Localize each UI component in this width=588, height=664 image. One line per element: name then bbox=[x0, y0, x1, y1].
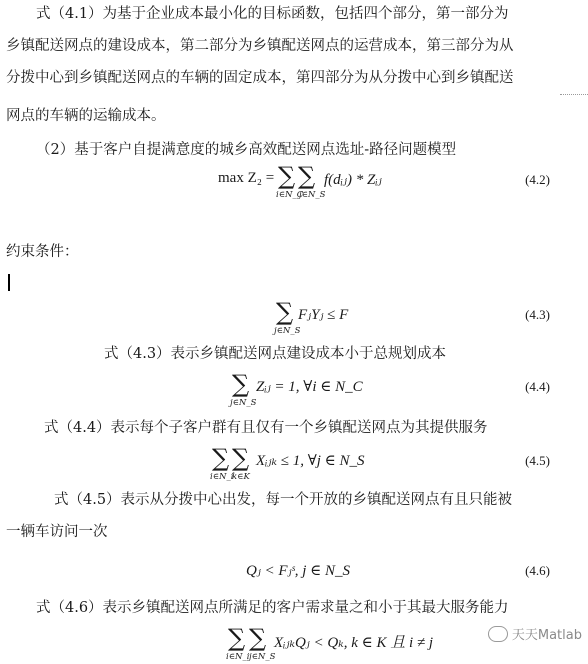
paragraph-line: 乡镇配送网点的建设成本，第二部分为乡镇配送网点的运营成本，第三部分为从 bbox=[6, 38, 514, 54]
page-margin-mark bbox=[560, 94, 588, 95]
equation-number: (4.6) bbox=[525, 563, 550, 578]
equation-subscript: k∈K bbox=[232, 472, 250, 482]
equation-number: (4.2) bbox=[525, 172, 550, 187]
equation-subscript: j∈N_S bbox=[230, 398, 257, 408]
equation-number: (4.5) bbox=[525, 453, 550, 468]
equation-subscript: j∈N_S bbox=[249, 652, 276, 662]
equation-body: Xᵢⱼₖ ≤ 1, ∀j ∈ N_S bbox=[256, 453, 365, 469]
constraints-label: 约束条件： bbox=[6, 244, 79, 260]
equation-description: 式（4.6）表示乡镇配送网点所满足的客户需求量之和小于其最大服务能力 bbox=[36, 600, 509, 616]
paragraph-line: 分拨中心到乡镇配送网点的车辆的固定成本，第四部分为从分拨中心到乡镇配送 bbox=[6, 70, 514, 86]
sum-symbol: ∑ bbox=[232, 444, 250, 472]
paragraph-line: 式（4.1）为基于企业成本最小化的目标函数，包括四个部分，第一部分为 bbox=[36, 6, 509, 22]
chat-bubble-icon bbox=[488, 626, 508, 642]
sum-symbol: ∑ bbox=[278, 162, 296, 190]
text-cursor bbox=[8, 274, 10, 291]
paragraph-line: 网点的车辆的运输成本。 bbox=[6, 108, 166, 124]
equation-body: Qⱼ < Fⱼˢ, j ∈ N_S bbox=[246, 563, 350, 579]
watermark-text: 天天Matlab bbox=[511, 628, 582, 643]
watermark bbox=[488, 624, 582, 643]
equation-number: (4.3) bbox=[525, 307, 550, 322]
equation-subscript: i∈N_i bbox=[210, 472, 234, 482]
equation-body: FⱼYⱼ ≤ F bbox=[298, 307, 349, 323]
equation-body: XᵢⱼₖQⱼ < Qₖ, k ∈ K 且 i ≠ j bbox=[274, 635, 434, 651]
sum-symbol: ∑ bbox=[228, 624, 246, 652]
equation-subscript: i∈N_i bbox=[226, 652, 250, 662]
section-heading: （2）基于客户自提满意度的城乡高效配送网点选址-路径问题模型 bbox=[36, 142, 457, 158]
equation-body: f(dᵢⱼ) * Zᵢⱼ bbox=[324, 172, 382, 188]
equation-number: (4.4) bbox=[525, 379, 550, 394]
sum-symbol: ∑ bbox=[249, 624, 267, 652]
sum-symbol: ∑ bbox=[212, 444, 230, 472]
equation-lhs: max Z₂ = bbox=[218, 170, 275, 186]
equation-subscript: j∈N_S bbox=[274, 326, 301, 336]
equation-body: Zᵢⱼ = 1, ∀i ∈ N_C bbox=[256, 379, 363, 395]
equation-subscript: j∈N_S bbox=[299, 190, 326, 200]
equation-description: 一辆车访问一次 bbox=[6, 524, 108, 540]
equation-description: 式（4.5）表示从分拨中心出发，每一个开放的乡镇配送网点有且只能被 bbox=[54, 492, 513, 508]
sum-symbol: ∑ bbox=[232, 370, 250, 398]
sum-symbol: ∑ bbox=[276, 298, 294, 326]
equation-subscript: i∈N_C bbox=[276, 190, 304, 200]
equation-description: 式（4.3）表示乡镇配送网点建设成本小于总规划成本 bbox=[104, 346, 447, 362]
equation-description: 式（4.4）表示每个子客户群有且仅有一个乡镇配送网点为其提供服务 bbox=[44, 420, 488, 436]
sum-symbol: ∑ bbox=[298, 162, 316, 190]
